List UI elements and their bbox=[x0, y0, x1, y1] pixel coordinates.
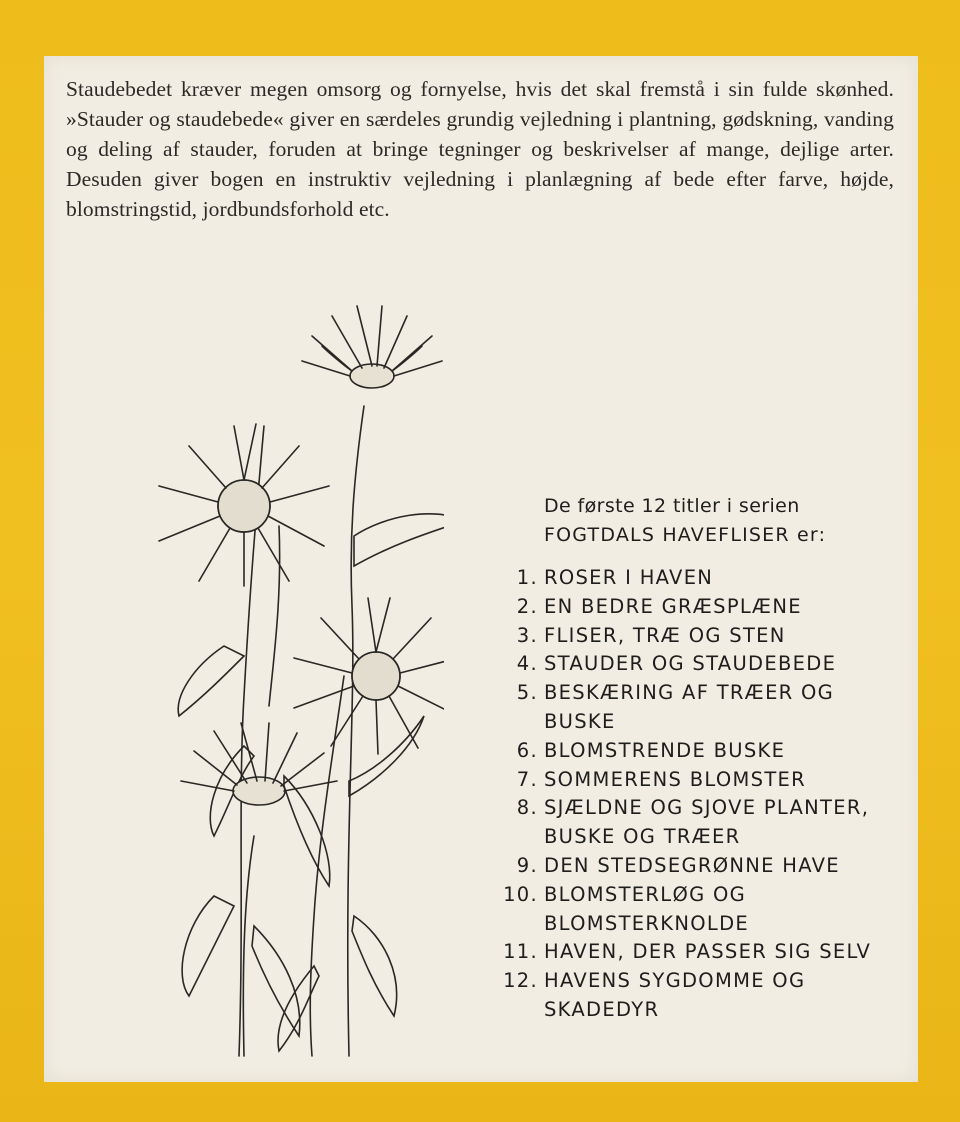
series-heading-line2: FOGTDALS HAVEFLISER er: bbox=[544, 524, 827, 546]
item-title: BLOMSTRENDE BUSKE bbox=[544, 738, 786, 762]
item-title: DEN STEDSEGRØNNE HAVE bbox=[544, 853, 840, 877]
item-title: SJÆLDNE OG SJOVE PLANTER, BUSKE OG TRÆER bbox=[544, 796, 870, 849]
item-title: HAVEN, DER PASSER SIG SELV bbox=[544, 940, 872, 964]
item-title: EN BEDRE GRÆSPLÆNE bbox=[544, 594, 802, 618]
list-item bbox=[482, 881, 912, 939]
item-title: ROSER I HAVEN bbox=[544, 566, 714, 589]
item-number: 4. bbox=[516, 652, 538, 676]
item-number: 6. bbox=[516, 738, 538, 762]
item-number: 2. bbox=[516, 594, 538, 618]
item-number: 9. bbox=[516, 853, 538, 877]
list-item bbox=[482, 679, 912, 737]
item-number: 11. bbox=[503, 940, 538, 964]
item-number: 3. bbox=[516, 623, 538, 647]
item-number: 10. bbox=[503, 882, 538, 906]
item-title: SOMMERENS BLOMSTER bbox=[544, 767, 807, 791]
list-item bbox=[482, 794, 912, 852]
item-title: HAVENS SYGDOMME OG SKADEDYR bbox=[544, 969, 806, 1021]
item-number: 12. bbox=[503, 969, 538, 993]
item-number: 5. bbox=[516, 681, 538, 705]
list-item bbox=[482, 650, 912, 679]
list-item bbox=[482, 938, 912, 967]
series-heading-line1: De første 12 titler i serien bbox=[544, 495, 800, 517]
list-item bbox=[482, 967, 912, 1025]
list-item bbox=[482, 564, 912, 593]
item-title: FLISER, TRÆ OG STEN bbox=[544, 623, 786, 647]
list-item bbox=[482, 852, 912, 881]
item-title: BLOMSTERLØG OG BLOMSTERKNOLDE bbox=[544, 882, 750, 935]
daisy-flowers-illustration bbox=[104, 276, 444, 1066]
series-list bbox=[482, 492, 912, 1025]
content-panel bbox=[44, 56, 918, 1082]
list-item bbox=[482, 766, 912, 795]
description-text: Staudebedet kræver megen omsorg og fornyelse, hvis det skal fremstå i sin fulde skønhed. »Stauder og staudebede« giver en særdeles grundig vejledning i plantning, gødskning, vanding og deling af stauder, foruden at bringe tegninger og beskrivelser af mange, dejlige arter. Desuden giver bogen en instruktiv vejledning i planlægning af bede efter farve, højde, blomstringstid, jordbundsforhold etc. bbox=[66, 77, 894, 221]
list-item bbox=[482, 622, 912, 651]
item-title: BESKÆRING AF TRÆER OG BUSKE bbox=[544, 681, 835, 733]
item-title: STAUDER OG STAUDEBEDE bbox=[544, 652, 837, 676]
titles-list bbox=[482, 564, 912, 1025]
list-item bbox=[482, 737, 912, 766]
item-number: 1. bbox=[516, 566, 538, 589]
series-heading bbox=[544, 492, 912, 550]
item-number: 8. bbox=[516, 796, 538, 820]
item-number: 7. bbox=[516, 767, 538, 791]
list-item bbox=[482, 593, 912, 622]
